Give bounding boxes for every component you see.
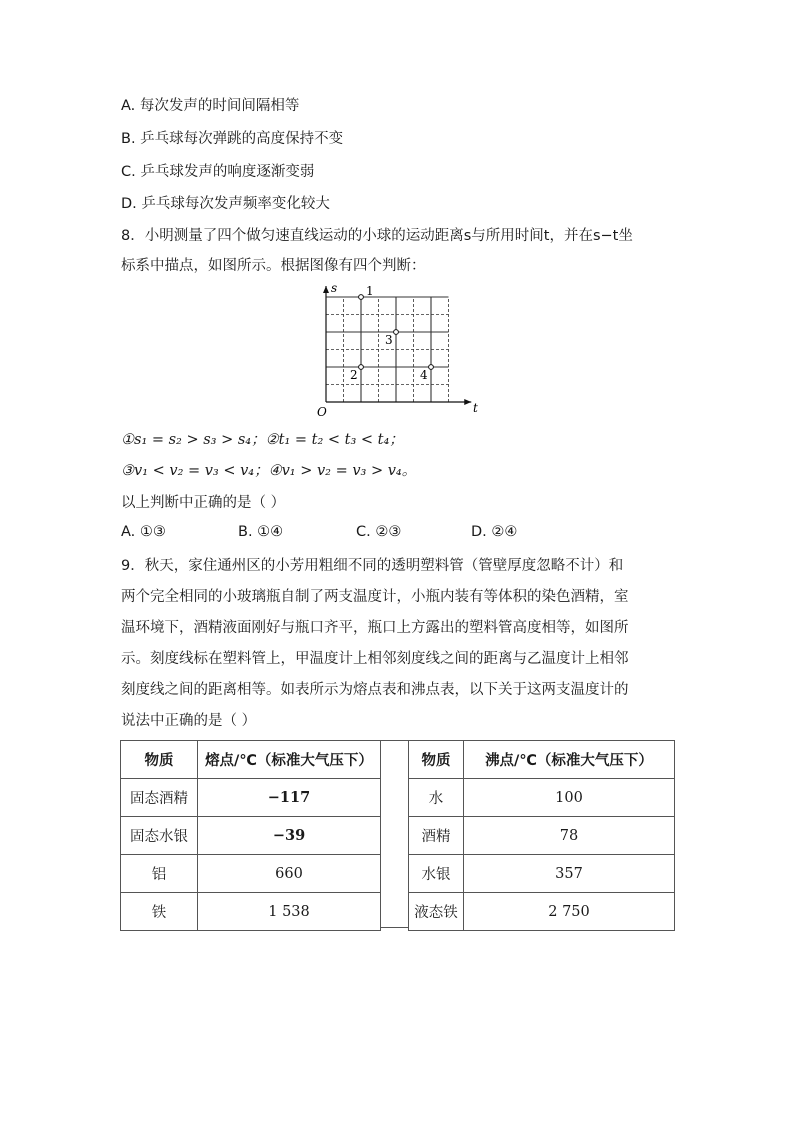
option-b: B. 乒乓球每次弹跳的高度保持不变 [121,131,344,147]
cell-substance: 铝 [121,855,198,893]
header-substance: 物质 [409,741,464,779]
cell-value: 78 [464,817,675,855]
cell-value: 100 [464,779,675,817]
q9-line-5: 刻度线之间的距离相等。如表所示为熔点表和沸点表，以下关于这两支温度计的 [121,682,629,698]
s-axis-label: s [331,282,338,295]
q9-line-4: 示。刻度线标在塑料管上，甲温度计上相邻刻度线之间的距离与乙温度计上相邻 [121,651,629,667]
t-axis-arrow [464,399,471,405]
header-melting-point: 熔点/℃（标准大气压下） [198,741,381,779]
q9-line-3: 温环境下，酒精液面刚好与瓶口齐平，瓶口上方露出的塑料管高度相等，如图所 [121,620,629,636]
cell-substance: 水银 [409,855,464,893]
cell-value: 357 [464,855,675,893]
q8-judgement-3-4: ③v₁ < v₂ = v₃ < v₄；④v₁ > v₂ = v₃ > v₄。 [121,463,417,479]
boiling-point-table [408,740,675,931]
q9-line-2: 两个完全相同的小玻璃瓶自制了两支温度计，小瓶内装有等体积的染色酒精，室 [121,589,629,605]
s-axis-arrow [323,286,329,293]
header-substance: 物质 [121,741,198,779]
cell-value: 660 [198,855,381,893]
point-label-1: 1 [366,284,374,298]
cell-value: 1 538 [198,893,381,931]
s-t-graph [310,282,480,418]
graph-axes [317,282,478,418]
q8-question: 以上判断中正确的是（ ） [121,495,286,511]
cell-value: −117 [198,779,381,817]
option-c: C. 乒乓球发声的响度逐渐变弱 [121,164,315,180]
choice-a: A. ①③ [121,524,166,540]
header-boiling-point: 沸点/℃（标准大气压下） [464,741,675,779]
cell-substance: 固态水银 [121,817,198,855]
option-d: D. 乒乓球每次发声频率变化较大 [121,196,330,212]
data-point-3 [394,330,399,335]
data-point-2 [359,365,364,370]
table-gap [380,740,408,928]
choice-b: B. ①④ [238,524,284,540]
point-label-2: 2 [350,368,358,382]
origin-label: O [317,405,327,418]
cell-substance: 固态酒精 [121,779,198,817]
cell-substance: 铁 [121,893,198,931]
choice-c: C. ②③ [356,524,402,540]
cell-substance: 酒精 [409,817,464,855]
cell-value: −39 [198,817,381,855]
cell-value: 2 750 [464,893,675,931]
point-label-3: 3 [385,333,393,347]
t-axis-label: t [473,401,478,415]
choice-d: D. ②④ [471,524,518,540]
q8-judgement-1-2: ①s₁ = s₂ > s₃ > s₄；②t₁ = t₂ < t₃ < t₄； [121,432,404,448]
q8-stem-line2: 标系中描点，如图所示。根据图像有四个判断： [121,258,426,274]
q8-stem-line1: 8．小明测量了四个做匀速直线运动的小球的运动距离s与所用时间t，并在s−t坐 [121,228,633,244]
data-point-1 [359,295,364,300]
option-a: A. 每次发声的时间间隔相等 [121,98,300,114]
melting-point-table [120,740,381,931]
data-point-4 [429,365,434,370]
point-label-4: 4 [420,368,428,382]
cell-substance: 液态铁 [409,893,464,931]
graph-grid [326,297,449,402]
cell-substance: 水 [409,779,464,817]
q9-line-1: 9．秋天，家住通州区的小芳用粗细不同的透明塑料管（管壁厚度忽略不计）和 [121,558,624,574]
q9-line-6: 说法中正确的是（ ） [121,713,257,729]
